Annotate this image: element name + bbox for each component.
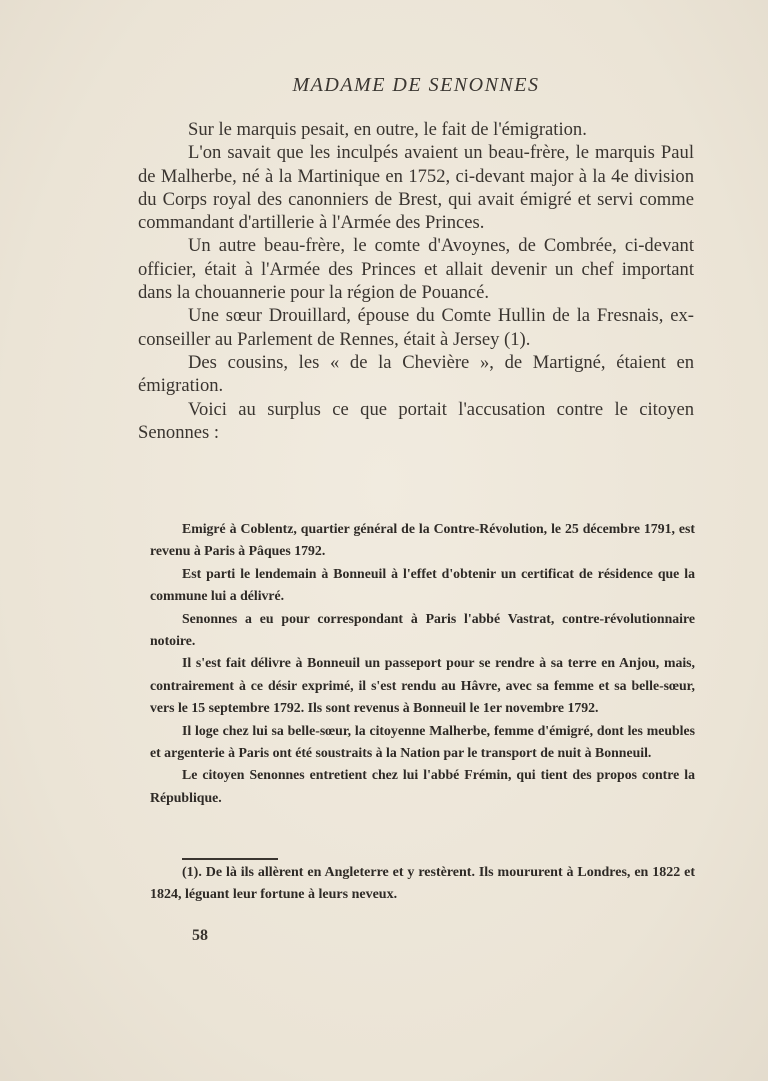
accusation-item: Est parti le lendemain à Bonneuil à l'effet d'obtenir un certificat de résidence que la commune lui a délivré. xyxy=(150,565,695,604)
accusation-quote xyxy=(150,518,695,809)
accusation-item: Il s'est fait délivre à Bonneuil un passeport pour se rendre à sa terre en Anjou, mais, contrairement à ce désir exprimé, il s'est rendu au Hâvre, avec sa femme et sa belle-sœur, vers le 15 septembre 1792. Ils sont revenus à Bonneuil le 1er novembre 1792. xyxy=(150,655,695,716)
paragraph: Des cousins, les « de la Chevière », de Martigné, étaient en émigration. xyxy=(138,351,694,397)
paragraph: L'on savait que les inculpés avaient un beau-frère, le marquis Paul de Malherbe, né à la Martinique en 1752, ci-devant major à la 4e division du Corps royal des canonniers de Brest, qui avait émigré et servi comme commandant d'artillerie à l'Armée des Princes. xyxy=(138,142,694,234)
running-title: MADAME DE SENONNES xyxy=(292,74,540,96)
paragraph: Voici au surplus ce que portait l'accusation contre le citoyen Senonnes : xyxy=(138,398,694,443)
accusation-item: Senonnes a eu pour correspondant à Paris l'abbé Vastrat, contre-révolutionnaire notoire. xyxy=(150,610,695,649)
footnote-divider xyxy=(182,858,278,860)
footnote-text: (1). De là ils allèrent en Angleterre et y restèrent. Ils moururent à Londres, en 1822 et 1824, léguant leur fortune à leurs neveux. xyxy=(150,865,695,903)
accusation-item: Il loge chez lui sa belle-sœur, la citoyenne Malherbe, femme d'émigré, dont les meubles et argenterie à Paris ont été soustraits à la Nation par le transport de nuit à Bonneuil. xyxy=(150,722,695,761)
paragraph: Une sœur Drouillard, épouse du Comte Hullin de la Fresnais, ex-conseiller au Parlement de Rennes, était à Jersey (1). xyxy=(138,305,694,350)
page-number: 58 xyxy=(192,927,208,944)
paragraph: Un autre beau-frère, le comte d'Avoynes, de Combrée, ci-devant officier, était à l'Armée des Princes et allait devenir un chef important dans la chouannerie pour la région de Pouancé. xyxy=(138,235,694,304)
accusation-item: Emigré à Coblentz, quartier général de la Contre-Révolution, le 25 décembre 1791, est revenu à Paris à Pâques 1792. xyxy=(150,521,695,559)
paragraph: Sur le marquis pesait, en outre, le fait de l'émigration. xyxy=(188,119,587,140)
accusation-item: Le citoyen Senonnes entretient chez lui l'abbé Frémin, qui tient des propos contre la République. xyxy=(150,767,695,805)
main-text xyxy=(138,118,694,444)
footnote xyxy=(150,862,695,907)
